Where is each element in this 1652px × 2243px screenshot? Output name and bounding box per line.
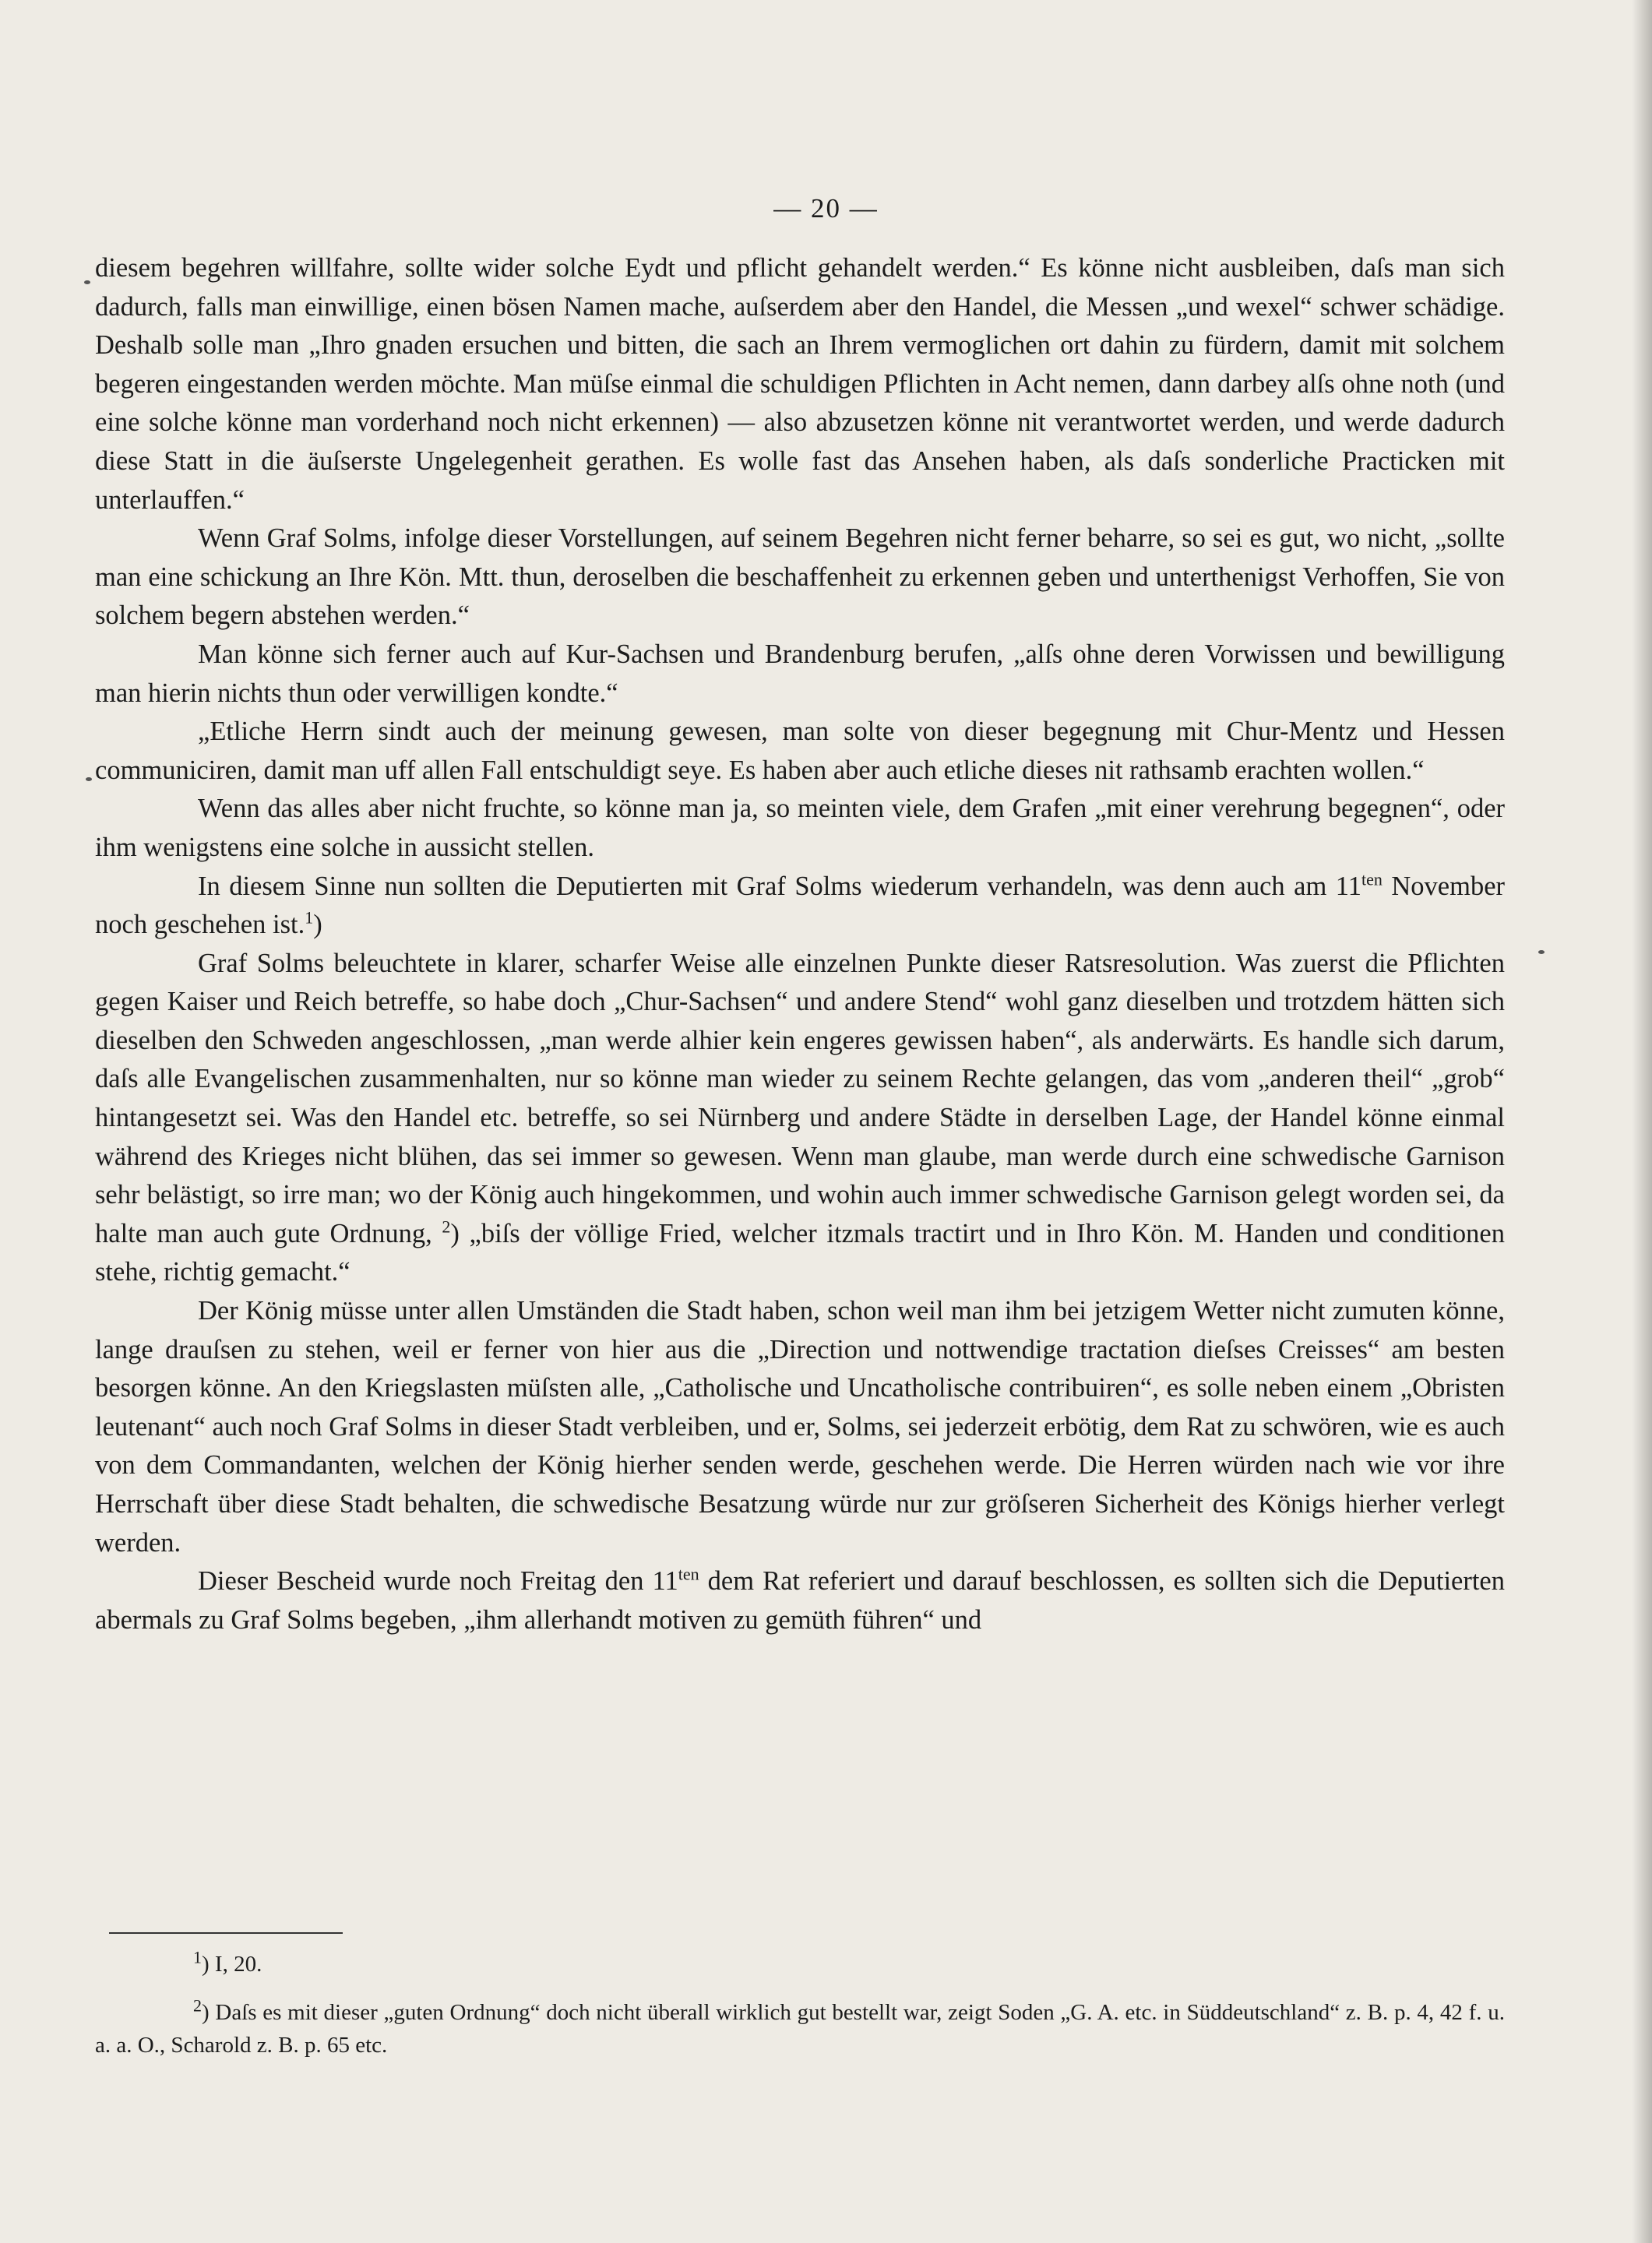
footnote-separator bbox=[109, 1932, 343, 1934]
paragraph-3: Man könne sich ferner auch auf Kur-Sachsen und Brandenburg berufen, „alſs ohne deren Vorwissen und bewilligung man hierin nichts thun oder verwilligen kondte.“ bbox=[95, 639, 1505, 708]
paragraph-9-text-a: Dieser Bescheid wurde noch Freitag den 11 bbox=[198, 1566, 678, 1597]
main-text bbox=[95, 249, 1505, 1639]
paragraph-5: Wenn das alles aber nicht fruchte, so könne man ja, so meinten viele, dem Grafen „mit einer verehrung begegnen“, oder ihm wenigstens eine solche in aussicht stellen. bbox=[95, 794, 1505, 862]
ink-speck bbox=[86, 777, 92, 781]
paragraph-2: Wenn Graf Solms, infolge dieser Vorstellungen, auf seinem Begehren nicht ferner beharre, so sei es gut, wo nicht, „sollte man eine schickung an Ihre Kön. Mtt. thun, deroselben die beschaffenheit zu erkennen geben und unterthenigst Verhoffen, Sie von solchem begern abstehen werden.“ bbox=[95, 523, 1505, 631]
ordinal-superscript: ten bbox=[1361, 869, 1383, 889]
paragraph-9-text-b: dem Rat referiert und darauf beschlossen, es sollten sich die Deputierten abermals zu Graf Solms begeben, „ihm allerhandt motiven zu gemüth führen“ und bbox=[95, 1566, 1505, 1635]
paragraph-7 bbox=[95, 945, 1505, 1292]
paragraph-9 bbox=[95, 1562, 1505, 1639]
footnote-ref-2[interactable]: 2 bbox=[442, 1217, 451, 1237]
paragraph-4: „Etliche Herrn sindt auch der meinung gewesen, man solte von dieser begegnung mit Chur-Mentz und Hessen communiciren, damit man uff allen Fall entschuldigt seye. Es haben aber auch etliche dieses nit rathsamb erachten wollen.“ bbox=[95, 717, 1505, 785]
footnote-mark: 2 bbox=[193, 1995, 202, 2016]
footnote-1 bbox=[95, 1948, 1505, 1981]
footnote-paren: ) bbox=[202, 1952, 210, 1977]
paragraph-6 bbox=[95, 868, 1505, 945]
footnote-2 bbox=[95, 1996, 1505, 2062]
page-edge-shadow bbox=[1632, 0, 1652, 2243]
footnote-ref-1[interactable]: 1 bbox=[305, 907, 314, 928]
footnotes bbox=[95, 1948, 1505, 2062]
footnote-mark: 1 bbox=[193, 1947, 202, 1967]
footnote-paren: ) bbox=[202, 2000, 210, 2025]
page-number: — 20 — bbox=[773, 193, 879, 224]
paragraph-8: Der König müsse unter allen Umständen die Stadt haben, schon weil man ihm bei jetzigem Wetter nicht zumuten könne, lange drauſsen zu stehen, weil er ferner von hier aus die „Direction und nottwendige tractation dieſses Creisses“ am besten besorgen könne. An den Kriegslasten müſsten alle, „Catholische und Uncatholische contribuiren“, es solle neben einem „Obristen leutenant“ auch noch Graf Solms in dieser Stadt verbleiben, und er, Solms, sei jederzeit erbötig, dem Rat zu schwören, wie es auch von dem Commandanten, welchen der König hierher senden werde, geschehen werde. Die Herren würden nach wie vor ihre Herrschaft über diese Stadt behalten, die schwedische Besatzung würde nur zur gröſseren Sicherheit des Königs hierher verlegt werden. bbox=[95, 1296, 1505, 1558]
footnote-ref-paren: ) bbox=[313, 910, 322, 940]
ink-speck bbox=[1538, 950, 1545, 954]
paragraph-7-text-a: Graf Solms beleuchtete in klarer, scharfer Weise alle einzelnen Punkte dieser Ratsresolution. Was zuerst die Pflichten gegen Kaiser und Reich betreffe, so habe doch „Chur-Sachsen“ und andere Stend“ wohl ganz dieselben und trotzdem hätten sich dieselben den Schweden angeschlossen, „man werde alhier kein engeres gewissen haben“, als anderwärts. Es handle sich darum, daſs alle Evangelischen zusammenhalten, nur so könne man wieder zu seinem Rechte gelangen, das vom „anderen theil“ „grob“ hintangesetzt sei. Was den Handel etc. betreffe, so sei Nürnberg und andere Städte in derselben Lage, der Handel könne einmal während des Krieges nicht blühen, das sei immer so gewesen. Wenn man glaube, man werde durch eine schwedische Garnison sehr belästigt, so irre man; wo der König auch hingekommen, und wohin auch immer schwedische Garnison gelegt worden sei, da halte man auch gute Ordnung, bbox=[95, 948, 1505, 1248]
footnote-text: I, 20. bbox=[209, 1952, 262, 1977]
paragraph-7-text-b: ) „biſs der völlige Fried, welcher itzmals tractirt und in Ihro Kön. M. Handen und conditionen stehe, richtig gemacht.“ bbox=[95, 1218, 1505, 1287]
paragraph-6-text-a: In diesem Sinne nun sollten die Deputierten mit Graf Solms wiederum verhandeln, was denn auch am 11 bbox=[198, 871, 1362, 901]
paragraph-6-text-b: November noch geschehen ist. bbox=[95, 871, 1506, 940]
paragraph-1: diesem begehren willfahre, sollte wider solche Eydt und pflicht gehandelt werden.“ Es könne nicht ausbleiben, daſs man sich dadurch, falls man einwillige, einen bösen Namen mache, auſserdem aber den Handel, die Messen „und wexel“ schwer schädige. Deshalb solle man „Ihro gnaden ersuchen und bitten, die sach an Ihrem vermoglichen ort dahin zu fürdern, damit mit solchem begeren eingestanden werden möchte. Man müſse einmal die schuldigen Pflichten in Acht nemen, dann darbey alſs ohne noth (und eine solche könne man vorderhand noch nicht erkennen) — also abzusetzen könne nit verantwortet werden, und werde dadurch diese Statt in die äuſserste Ungelegenheit gerathen. Es wolle fast das Ansehen haben, als daſs sonderliche Practicken mit unterlauffen.“ bbox=[95, 253, 1505, 515]
ordinal-superscript: ten bbox=[678, 1564, 699, 1584]
footnote-text: Daſs es mit dieser „guten Ordnung“ doch nicht überall wirklich gut bestellt war, zeigt Soden „G. A. etc. in Süddeutschland“ z. B. p. 4, 42 f. u. a. a. O., Scharold z. B. p. 65 etc. bbox=[95, 2000, 1505, 2058]
ink-speck bbox=[84, 280, 90, 284]
